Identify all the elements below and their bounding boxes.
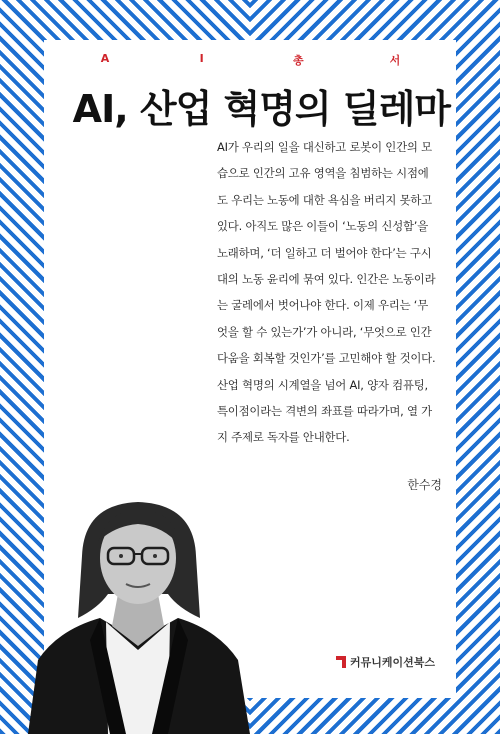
blurb-line: 대의 노동 윤리에 묶여 있다. 인간은 노동이라 <box>217 272 436 287</box>
blurb-line: 도 우리는 노동에 대한 욕심을 버리지 못하고 <box>217 192 432 207</box>
author-name: 한수경 <box>407 478 442 492</box>
book-title: AI, 산업 혁명의 딜레마 <box>72 87 450 131</box>
blurb-line: 엇을 할 수 있는가’가 아니라, ‘무엇으로 인간 <box>217 324 432 339</box>
blurb-line: 노래하며, ‘더 일하고 더 벌어야 한다’는 구시 <box>217 245 432 260</box>
blurb-line: 산업 혁명의 시계열을 넘어 AI, 양자 컴퓨팅, <box>217 377 428 392</box>
publisher <box>336 654 435 670</box>
author-photo <box>18 490 258 734</box>
series-char: 서 <box>389 54 401 67</box>
publisher-logo-icon <box>336 656 346 668</box>
blurb-line: 특이점이라는 격변의 좌표를 따라가며, 열 가 <box>217 404 432 419</box>
blurb-line: AI가 우리의 일을 대신하고 로봇이 인간의 모 <box>217 140 432 154</box>
blurb-line: 다움을 회복할 것인가’를 고민해야 할 것이다. <box>217 351 436 366</box>
blurb-line: 지 주제로 독자를 안내한다. <box>217 430 350 445</box>
series-char: I <box>199 52 204 65</box>
series-char: 총 <box>292 54 304 67</box>
blurb-line: 습으로 인간의 고유 영역을 침범하는 시점에 <box>217 166 429 181</box>
series-label <box>60 52 440 68</box>
blurb <box>217 134 449 451</box>
series-char: A <box>100 52 110 65</box>
blurb-line: 있다. 아직도 많은 이들이 ‘노동의 신성함’을 <box>217 219 429 234</box>
blurb-line: 는 굴레에서 벗어나야 한다. 이제 우리는 ‘무 <box>217 298 429 313</box>
publisher-name: 커뮤니케이션북스 <box>350 656 436 669</box>
